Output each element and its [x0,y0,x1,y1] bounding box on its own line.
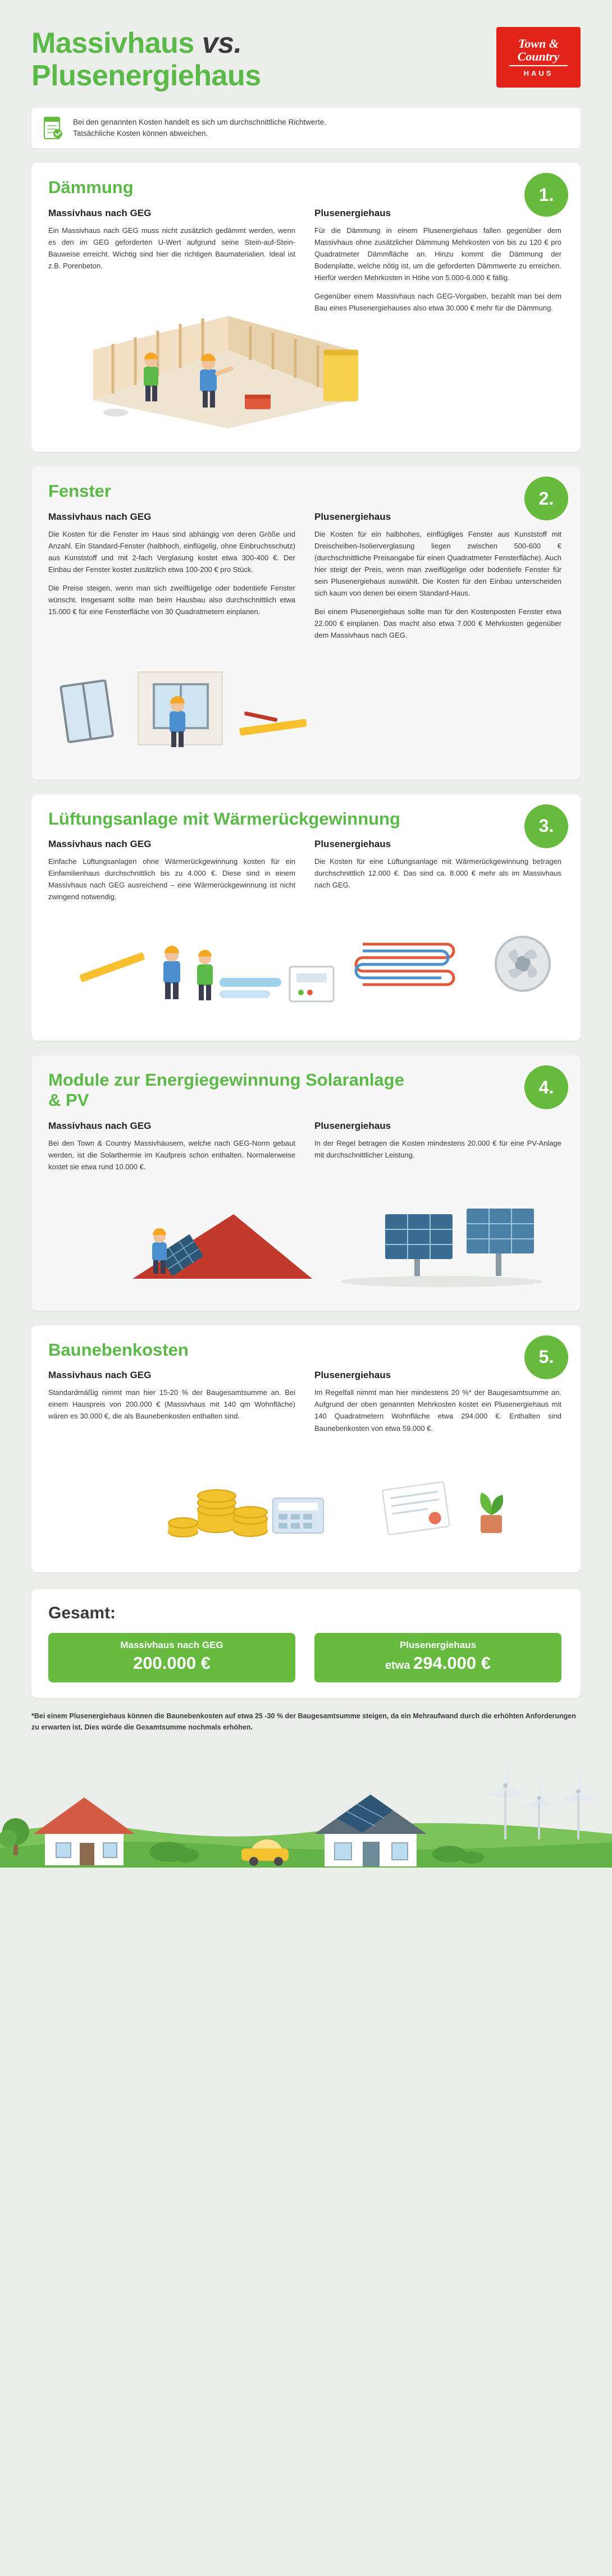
section-3-left-heading: Massivhaus nach GEG [48,839,152,850]
section-badge-2: 2. [524,477,568,520]
section-5-left [48,1370,295,1434]
section-4-left [48,1120,295,1173]
section-3-right-heading: Plusenergiehaus [314,839,391,850]
logo-divider [509,65,568,66]
section-1-right-heading: Plusenergiehaus [314,208,391,219]
disclaimer-note [31,108,581,148]
page-title [31,27,261,92]
total-box-massivhaus [48,1633,295,1682]
section-badge-5: 5. [524,1335,568,1379]
section-2-right-p1: Die Kosten für ein halbhohes, einflügliges Fenster aus Kunststoff mit Dreischeiben-Isolierverglasung liegen zwischen 500-600 € (durchschnittliche Preisangabe für einen Quadratmeter Fensterfläche). Auch hier steigt der Preis, wenn man zweiflügelige oder bodentiefe Fenster für sein Plusenergiehaus auswählt. Die Kosten für den Einbau unterscheiden sich kaum von denen bei einem Standard-Haus. [314,530,561,598]
section-4-right [314,1120,561,1173]
section-2-right-p2: Bei einem Plusenergiehaus sollte man für den Kostenposten Fenster etwa 22.000 € einplanen. Das macht also etwa 7.000 € Mehrkosten gegenüber dem Massivhaus nach GEG. [314,607,561,640]
solar-illustration [48,1181,564,1298]
total-left-label: Massivhaus nach GEG [120,1639,223,1650]
section-4-left-p1: Bei den Town & Country Massivhäusern, welche nach GEG-Norm gebaut werden, ist die Solarthermie im Kaufpreis schon enthalten. Normalerweise kostet sie etwa rund 10.000 €. [48,1138,295,1171]
section-title-5: Baunebenkosten [48,1339,189,1360]
coins-illustration [48,1442,564,1560]
document-check-icon [42,116,64,140]
section-3-right [314,839,561,903]
ventilation-illustration [48,910,564,1028]
section-1-right-p2: Gegenüber einem Massivhaus nach GEG-Vorgaben, bezahlt man bei dem Bau eines Plusenergiehauses also etwa 30.000 € mehr für die Dämmung. [314,292,561,313]
title-wrap [31,27,261,92]
logo [496,27,581,88]
section-5-right [314,1370,561,1434]
section-4-right-heading: Plusenergiehaus [314,1120,391,1131]
section-badge-1: 1. [524,173,568,217]
section-5-right-p1: Im Regelfall nimmt man hier mindestens 20 %* der Baugesamtsumme an. Aufgrund der oben genannten Mehrkosten kostet ein Plusenergiehaus mit 140 Quadratmetern Wohnfläche etwa 294.000 €. Enthalten sind Baunebenkosten von etwa 59.000 €. [314,1388,561,1433]
total-right-label: Plusenergiehaus [399,1639,477,1650]
section-2-right-heading: Plusenergiehaus [314,511,391,523]
section-2-left [48,511,295,641]
section-title-4: Module zur Energiegewinnung Solaranlage & PV [48,1070,404,1110]
section-title-1: Dämmung [48,177,134,198]
footer-scene-illustration [0,1750,612,1868]
section-1-right [314,208,561,314]
section-4-right-p1: In der Regel betragen die Kosten mindestens 20.000 € für eine PV-Anlage mit durchschnittlicher Leistung. [314,1138,561,1159]
section-baunebenkosten [31,1325,581,1572]
section-2-left-p1: Die Kosten für die Fenster im Haus sind abhängig von deren Größe und Anzahl. Ein Standard-Fenster (halbhoch, einflügelig, ohne Einbruchsschutz) aus Kunststoff und mit 2-fach Verglasung kostet etwa 300-400 €. Der Einbau der Fenster kostet zusätzlich etwa 100-200 € pro Stück. [48,530,295,574]
disclaimer-line2: Tatsächliche Kosten können abweichen. [73,129,208,138]
section-title-3: Lüftungsanlage mit Wärmerückgewinnung [48,808,400,829]
section-2-left-heading: Massivhaus nach GEG [48,511,152,523]
section-lueftungsanlage [31,794,581,1041]
total-left-value: 200.000 € [133,1653,211,1673]
section-2-right [314,511,561,641]
header [0,0,612,98]
section-badge-4: 4. [524,1065,568,1109]
section-5-left-heading: Massivhaus nach GEG [48,1370,152,1381]
page-title-line1: Massivhaus [31,27,194,60]
total-right-value [318,1653,558,1673]
total-right-value-prefix: etwa [385,1659,414,1672]
section-daemmung [31,163,581,452]
section-2-left-p2: Die Preise steigen, wenn man sich zweiflügelige oder bodentiefe Fenster wünscht. Insgesamt sollte man beim Hausbau also durchschnittlich etwa 15.000 € für eine Fensterfläche von 30 Quadratmetern einplanen. [48,584,295,616]
disclaimer-text [73,117,326,140]
section-4-left-heading: Massivhaus nach GEG [48,1120,152,1131]
total-right-value-number: 294.000 € [413,1653,491,1673]
page-title-vs: vs. [202,27,242,60]
section-3-right-p1: Die Kosten für eine Lüftungsanlage mit Wärmerückgewinnung betragen durchschnittlich 12.000 €. Das sind ca. 8.000 € mehr als im Massivhaus nach GEG. [314,857,561,890]
window-illustration [48,649,564,767]
section-title-2: Fenster [48,481,111,501]
total-box-plusenergiehaus [314,1633,561,1682]
total-title: Gesamt: [48,1603,116,1622]
logo-line3: HAUS [523,69,554,78]
section-1-right-p1: Für die Dämmung in einem Plusenergiehaus fallen gegenüber dem Massivhaus ohne zusätzlicher Dämmung Mehrkosten von bis zu 120 € pro Quadratmeter Dämmfläche an. Hinzu kommt die Dämmung der Bodenplatte, welche nötig ist, um die geforderten Dämmwerte zu erreichen. Hierfür werden Mehrkosten in Höhe von 5.000-6.000 € fällig. [314,226,561,282]
section-5-right-heading: Plusenergiehaus [314,1370,391,1381]
total-card [31,1589,581,1698]
logo-line1: Town & [518,36,559,51]
section-1-left-heading: Massivhaus nach GEG [48,208,152,219]
section-1-left-p1: Ein Massivhaus nach GEG muss nicht zusätzlich gedämmt werden, wenn es den im GEG geforderten U-Wert aufgrund seine Stein-auf-Stein-Bauweise erreicht. Wichtig sind hier die richtigen Baumaterialien. Ideal ist z.B. Porenbeton. [48,226,295,271]
page-title-line2: Plusenergiehaus [31,60,261,93]
section-badge-3: 3. [524,804,568,848]
section-3-left [48,839,295,903]
section-solar [31,1055,581,1310]
disclaimer-line1: Bei den genannten Kosten handelt es sich um durchschnittliche Richtwerte. [73,118,327,127]
insulation-illustration [48,322,564,440]
section-3-left-p1: Einfache Lüftungsanlagen ohne Wärmerückgewinnung kosten für ein Einfamilienhaus durchschnittlich bis zu 4.000 €. Diese sind in einem Massivhaus nach GEG ausreichend – eine Wärmerückgewinnung ist nicht zwingend notwendig. [48,857,295,902]
footnote: *Bei einem Plusenergiehaus können die Baunebenkosten auf etwa 25 -30 % der Baugesamtsumme steigen, da ein Mehraufwand durch die erhöhten Anforderungen zu erwarten ist. Dies würde die Gesamtsumme nochmals erhöhen. [31,1712,576,1731]
section-1-left [48,208,295,314]
section-fenster [31,466,581,779]
logo-line2: Country [517,49,560,63]
section-5-left-p1: Standardmäßig nimmt man hier 15-20 % der Baugesamtsumme an. Bei einem Hauspreis von 200.000 € (Massivhaus mit 140 qm Wohnfläche) wären es 30.000 €, die als Baunebenkosten enthalten sind. [48,1388,295,1421]
